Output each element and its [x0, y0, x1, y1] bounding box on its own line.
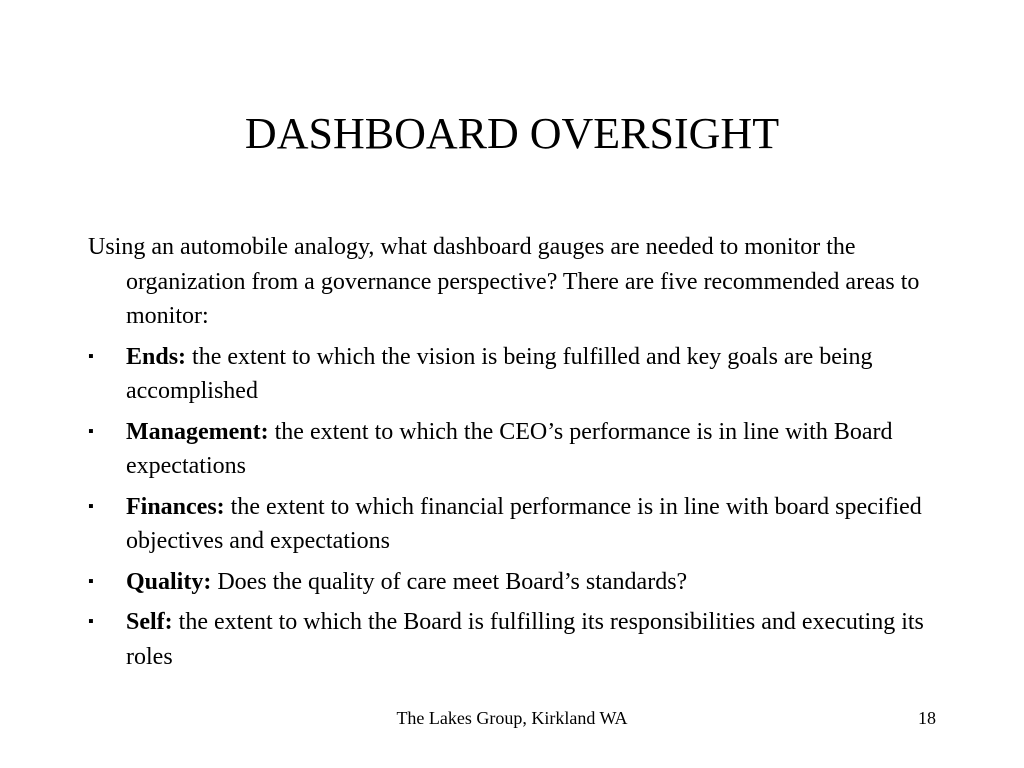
bullet-item-self	[88, 605, 938, 674]
square-bullet-icon: ▪	[88, 422, 94, 440]
bullet-term: Quality:	[126, 568, 212, 595]
intro-paragraph: Using an automobile analogy, what dashboard gauges are needed to monitor the organization from a governance perspective? There are five recommended areas to monitor:	[88, 234, 920, 329]
bullet-item-finances	[88, 490, 938, 559]
bullet-term: Self:	[126, 609, 173, 635]
bullet-list	[88, 340, 938, 675]
slide-title: DASHBOARD OVERSIGHT	[244, 109, 780, 158]
bullet-text: Does the quality of care meet Board’s standards?	[211, 568, 688, 595]
bullet-term: Ends:	[126, 343, 187, 370]
bullet-text: the extent to which the vision is being fulfilled and key goals are being accomplished	[126, 343, 873, 404]
square-bullet-icon: ▪	[88, 497, 94, 515]
bullet-item-ends	[88, 340, 938, 409]
bullet-text: the extent to which the CEO’s performance is in line with Board expectations	[126, 418, 893, 479]
bullet-term: Management:	[126, 418, 269, 445]
bullet-item-quality	[88, 565, 938, 600]
square-bullet-icon: ▪	[88, 572, 94, 590]
square-bullet-icon: ▪	[88, 613, 94, 630]
square-bullet-icon: ▪	[88, 347, 94, 365]
slide-body	[88, 230, 938, 680]
slide-footer: The Lakes Group, Kirkland WA	[396, 708, 628, 728]
page-number: 18	[918, 708, 936, 728]
bullet-item-management	[88, 415, 938, 484]
bullet-text: the extent to which financial performance is in line with board specified objectives and expectations	[126, 493, 922, 554]
bullet-term: Finances:	[126, 493, 225, 520]
bullet-text: the extent to which the Board is fulfilling its responsibilities and executing its roles	[126, 609, 924, 670]
